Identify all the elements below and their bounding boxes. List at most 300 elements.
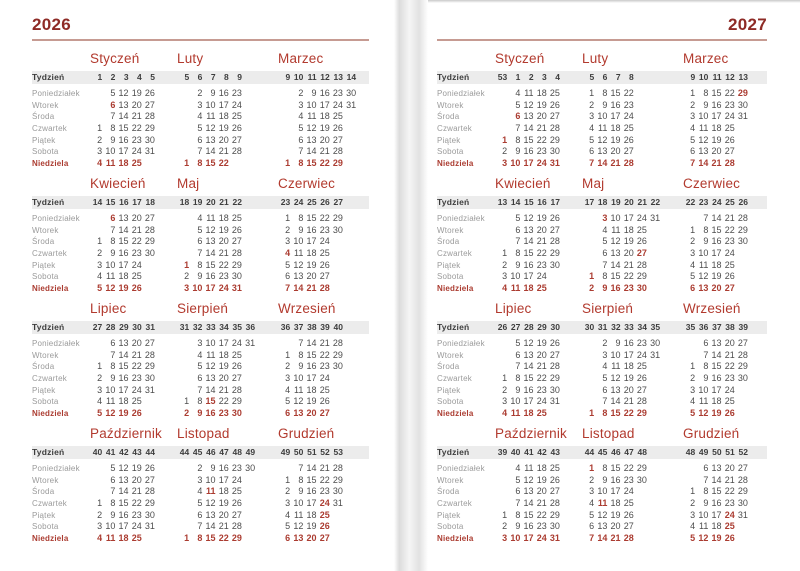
day-cell: 10 — [698, 509, 709, 520]
week-number-row — [177, 71, 243, 84]
day-cell: 13 — [293, 271, 304, 282]
day-cell: 13 — [523, 224, 534, 235]
day-cell: 23 — [536, 146, 547, 157]
day-cell: 6 — [110, 213, 116, 223]
month-title: Czerwiec — [278, 176, 336, 191]
week-number: 31 — [145, 322, 155, 332]
week-number: 14 — [510, 197, 521, 207]
week-number: 39 — [738, 322, 748, 332]
day-cell — [736, 408, 749, 420]
day-cell: 17 — [118, 384, 129, 395]
week-number: 28 — [524, 322, 534, 332]
month-row — [32, 425, 369, 550]
day-cell: 8 — [703, 486, 709, 497]
day-cell: 19 — [711, 533, 722, 544]
weekday-label: Środa — [437, 362, 460, 372]
week-number: 27 — [333, 197, 343, 207]
month-row — [32, 50, 369, 175]
day-cell: 10 — [293, 236, 304, 247]
week-number: 11 — [307, 72, 317, 82]
day-cell: 12 — [306, 123, 317, 134]
day-cell — [495, 123, 508, 135]
week-number: 24 — [293, 197, 304, 207]
day-cell: 1 — [690, 88, 696, 98]
day-cell: 5 — [197, 498, 203, 509]
day-cell: 27 — [636, 248, 647, 259]
day-cell — [331, 283, 344, 295]
month-block — [582, 425, 648, 545]
day-cell: 23 — [332, 88, 343, 98]
day-cell: 13 — [205, 373, 216, 384]
day-cell: 27 — [231, 236, 242, 247]
day-cell: 30 — [144, 248, 155, 259]
day-cell: 12 — [105, 408, 116, 419]
day-cell: 16 — [610, 283, 621, 294]
day-cell: 15 — [118, 361, 129, 372]
month-title: Październik — [90, 426, 162, 441]
day-cell: 6 — [515, 349, 521, 360]
day-cell — [177, 225, 190, 237]
day-cell — [90, 88, 103, 100]
day-cell — [143, 271, 156, 283]
day-cell — [495, 338, 508, 350]
day-cell: 14 — [306, 463, 317, 473]
month-block — [683, 175, 749, 295]
day-cell: 26 — [724, 134, 735, 145]
day-cell: 18 — [306, 384, 317, 395]
day-grid — [495, 338, 561, 420]
day-cell: 5 — [690, 533, 696, 544]
day-cell: 27 — [549, 349, 560, 360]
day-cell: 15 — [711, 361, 722, 372]
day-cell: 6 — [589, 146, 595, 157]
day-cell: 16 — [523, 259, 534, 270]
day-cell: 4 — [690, 123, 696, 134]
day-cell — [243, 373, 256, 385]
month-title: Lipiec — [495, 301, 532, 316]
week-number: 5 — [184, 72, 190, 82]
day-cell — [331, 408, 344, 420]
day-cell: 8 — [298, 158, 304, 169]
weekday-label: Piątek — [32, 260, 56, 270]
day-cell — [278, 88, 291, 100]
day-cell: 8 — [703, 361, 709, 372]
day-cell — [582, 236, 595, 248]
day-cell: 2 — [589, 474, 595, 485]
day-cell: 23 — [623, 474, 634, 485]
weekday-label-column — [32, 50, 90, 170]
day-cell: 19 — [536, 213, 547, 223]
day-cell: 21 — [218, 521, 229, 532]
day-cell: 19 — [218, 224, 229, 235]
day-cell — [344, 123, 357, 135]
day-cell: 30 — [549, 521, 560, 532]
day-cell: 17 — [218, 338, 229, 348]
day-cell: 29 — [737, 486, 748, 497]
day-cell: 6 — [110, 338, 116, 348]
day-cell: 20 — [218, 373, 229, 384]
day-cell: 2 — [589, 99, 595, 110]
day-cell: 9 — [298, 361, 304, 372]
day-cell: 1 — [502, 248, 508, 259]
day-cell: 20 — [306, 271, 317, 282]
day-cell: 27 — [231, 134, 242, 145]
day-cell: 22 — [319, 349, 330, 360]
day-cell: 25 — [724, 123, 735, 134]
month-title: Maj — [582, 176, 605, 191]
day-cell — [683, 350, 696, 362]
day-cell: 7 — [197, 384, 203, 395]
day-cell: 29 — [549, 248, 560, 259]
day-cell: 30 — [636, 283, 647, 294]
day-cell: 16 — [319, 88, 330, 98]
weekday-label: Niedziela — [437, 534, 474, 544]
day-cell: 6 — [285, 533, 291, 544]
day-cell: 10 — [698, 111, 709, 122]
day-cell: 11 — [510, 408, 521, 419]
day-cell: 26 — [623, 509, 634, 520]
day-cell: 13 — [118, 474, 129, 485]
day-cell: 7 — [110, 486, 116, 497]
weekday-label: Piątek — [437, 385, 461, 395]
day-cell: 31 — [549, 396, 560, 407]
day-cell: 16 — [711, 236, 722, 247]
day-cell: 28 — [231, 521, 242, 532]
day-cell: 28 — [737, 349, 748, 360]
day-cell: 8 — [197, 396, 203, 407]
week-number: 44 — [145, 447, 155, 457]
day-cell: 16 — [523, 146, 534, 157]
day-cell: 13 — [610, 248, 621, 259]
day-cell — [143, 283, 156, 295]
day-cell: 13 — [698, 146, 709, 157]
day-cell: 22 — [536, 373, 547, 384]
weekday-label-column — [32, 300, 90, 420]
week-number: 42 — [119, 447, 129, 457]
day-cell: 30 — [332, 361, 343, 372]
week-number-row — [582, 71, 635, 84]
week-number: 6 — [602, 72, 608, 82]
day-cell: 3 — [97, 259, 103, 270]
week-number: 1 — [515, 72, 521, 82]
day-cell: 3 — [285, 236, 291, 247]
week-number: 6 — [197, 72, 203, 82]
day-cell: 4 — [690, 396, 696, 407]
day-cell: 1 — [285, 349, 291, 360]
day-cell: 10 — [205, 338, 216, 348]
day-cell — [548, 271, 561, 283]
day-cell: 24 — [231, 99, 242, 110]
day-grid — [177, 463, 256, 545]
day-cell: 24 — [623, 111, 634, 122]
week-number: 33 — [206, 322, 216, 332]
week-number: 49 — [698, 447, 709, 457]
day-cell: 29 — [144, 123, 155, 134]
day-cell: 30 — [737, 373, 748, 384]
weekday-label: Wtorek — [437, 225, 464, 235]
day-cell — [582, 361, 595, 373]
week-number: 41 — [105, 447, 116, 457]
day-cell: 16 — [218, 88, 229, 98]
day-cell: 19 — [118, 283, 129, 294]
day-cell: 3 — [298, 99, 304, 110]
weekday-label: Poniedziałek — [437, 89, 485, 98]
day-cell — [548, 408, 561, 420]
day-cell: 17 — [610, 486, 621, 497]
week-number: 1 — [97, 72, 103, 82]
day-cell — [683, 338, 696, 350]
day-cell: 16 — [205, 271, 216, 282]
day-cell: 26 — [131, 408, 142, 419]
day-cell: 22 — [131, 123, 142, 134]
day-cell: 2 — [690, 99, 696, 110]
day-cell: 20 — [536, 224, 547, 235]
day-cell: 27 — [319, 533, 330, 544]
day-cell — [331, 271, 344, 283]
day-cell: 9 — [703, 498, 709, 509]
day-cell: 31 — [144, 521, 155, 532]
day-cell: 4 — [285, 509, 291, 520]
day-cell: 15 — [118, 498, 129, 509]
day-grid — [683, 88, 749, 170]
day-cell: 17 — [306, 236, 317, 247]
day-cell: 25 — [332, 111, 343, 122]
day-cell: 13 — [118, 99, 129, 110]
day-cell: 12 — [205, 224, 216, 235]
day-cell — [243, 361, 256, 373]
day-cell: 25 — [636, 361, 647, 372]
week-number: 30 — [132, 322, 142, 332]
day-cell — [143, 158, 156, 170]
day-grid — [278, 213, 344, 295]
day-cell: 25 — [536, 283, 547, 294]
day-cell: 24 — [724, 111, 735, 122]
day-cell — [177, 361, 190, 373]
day-cell: 26 — [319, 521, 330, 532]
day-cell: 21 — [610, 533, 621, 544]
week-number: 35 — [650, 322, 661, 332]
day-cell: 30 — [737, 99, 748, 110]
day-cell: 17 — [218, 99, 229, 110]
day-cell: 25 — [623, 123, 634, 134]
day-cell: 20 — [131, 474, 142, 485]
week-number-row — [90, 71, 156, 84]
week-number: 46 — [206, 447, 216, 457]
day-cell: 31 — [737, 509, 748, 520]
day-cell: 30 — [231, 408, 242, 419]
day-cell: 30 — [144, 373, 155, 384]
day-cell: 5 — [515, 213, 521, 223]
day-cell: 29 — [737, 361, 748, 372]
day-cell: 6 — [197, 236, 203, 247]
day-cell: 5 — [515, 474, 521, 485]
day-cell: 20 — [711, 146, 722, 157]
day-cell — [278, 111, 291, 123]
day-cell: 31 — [549, 533, 560, 544]
month-title: Maj — [177, 176, 200, 191]
day-cell: 17 — [306, 498, 317, 509]
day-cell: 23 — [131, 248, 142, 259]
day-cell: 26 — [231, 498, 242, 509]
day-cell: 25 — [724, 396, 735, 407]
day-cell: 7 — [589, 158, 595, 169]
day-cell: 16 — [711, 373, 722, 384]
weekday-label: Czwartek — [32, 374, 67, 384]
day-cell: 5 — [285, 259, 291, 270]
day-cell: 28 — [332, 338, 343, 348]
day-cell: 18 — [536, 463, 547, 473]
day-cell: 23 — [536, 384, 547, 395]
day-cell: 31 — [346, 99, 357, 110]
week-number-row — [683, 446, 749, 459]
month-block — [495, 175, 561, 295]
day-cell — [648, 396, 661, 408]
day-cell: 20 — [724, 338, 735, 348]
week-header-label: Tydzień — [437, 72, 470, 82]
day-cell: 4 — [285, 384, 291, 395]
day-cell: 12 — [597, 134, 608, 145]
day-cell: 7 — [197, 521, 203, 532]
day-cell — [635, 533, 648, 545]
day-cell: 3 — [502, 533, 508, 544]
day-cell: 30 — [549, 259, 560, 270]
day-cell: 7 — [602, 396, 608, 407]
day-cell — [635, 521, 648, 533]
day-cell: 10 — [105, 259, 116, 270]
day-cell: 13 — [523, 486, 534, 497]
page-2027 — [428, 0, 800, 571]
day-cell: 29 — [636, 408, 647, 419]
week-number: 13 — [738, 72, 748, 82]
day-cell: 1 — [97, 236, 103, 247]
day-cell: 10 — [510, 533, 521, 544]
day-cell — [243, 396, 256, 408]
day-cell: 29 — [737, 88, 748, 98]
day-cell: 22 — [218, 259, 229, 270]
month-block — [177, 50, 243, 170]
day-cell: 11 — [699, 521, 709, 532]
day-cell: 25 — [549, 88, 560, 98]
day-cell — [177, 338, 190, 350]
weekday-label: Czwartek — [32, 499, 67, 509]
day-cell: 26 — [231, 224, 242, 235]
day-cell: 20 — [623, 384, 634, 395]
day-cell: 18 — [711, 396, 722, 407]
day-cell: 21 — [218, 384, 229, 395]
day-cell: 11 — [206, 111, 216, 122]
day-grid — [278, 463, 344, 545]
day-cell: 14 — [118, 111, 129, 122]
month-title: Marzec — [278, 51, 324, 66]
weekday-label: Poniedziałek — [32, 339, 80, 348]
day-cell: 3 — [97, 146, 103, 157]
day-cell: 5 — [690, 271, 696, 282]
day-cell — [736, 396, 749, 408]
day-cell: 13 — [118, 338, 129, 348]
week-number: 24 — [712, 197, 722, 207]
label-spacer — [437, 425, 495, 446]
day-grid — [177, 88, 243, 170]
month-title: Styczeń — [495, 51, 545, 66]
day-cell — [278, 123, 291, 135]
day-cell — [243, 475, 256, 487]
day-cell: 2 — [502, 259, 508, 270]
day-cell — [582, 373, 595, 385]
week-number: 18 — [179, 197, 190, 207]
day-cell: 6 — [285, 271, 291, 282]
day-cell: 25 — [231, 111, 242, 122]
weekday-label: Niedziela — [437, 409, 474, 419]
day-cell: 23 — [319, 224, 330, 235]
weekday-label: Czwartek — [32, 249, 67, 259]
day-cell: 1 — [589, 408, 595, 419]
day-cell: 2 — [285, 486, 291, 497]
day-cell: 25 — [131, 158, 142, 169]
day-cell: 10 — [105, 521, 116, 532]
day-cell: 18 — [306, 248, 317, 259]
week-header-label: Tydzień — [32, 447, 65, 457]
day-cell: 17 — [523, 271, 534, 282]
day-cell — [495, 111, 508, 123]
day-cell: 18 — [711, 521, 722, 532]
day-cell: 27 — [231, 509, 242, 520]
day-cell: 4 — [589, 123, 595, 134]
day-cell: 26 — [319, 396, 330, 407]
day-cell: 27 — [724, 146, 735, 157]
week-number: 48 — [637, 447, 647, 457]
day-cell: 25 — [724, 259, 735, 270]
day-cell — [90, 463, 103, 475]
day-cell: 29 — [549, 509, 560, 520]
month-block — [90, 425, 162, 545]
day-cell: 3 — [602, 213, 608, 223]
weekday-label-column — [437, 300, 495, 420]
day-cell: 22 — [623, 408, 634, 419]
day-cell: 16 — [523, 521, 534, 532]
day-cell: 25 — [319, 509, 330, 520]
day-cell: 15 — [306, 158, 317, 169]
day-cell: 6 — [197, 509, 203, 520]
day-cell: 17 — [205, 283, 216, 294]
day-cell: 17 — [523, 396, 534, 407]
week-number: 18 — [597, 197, 608, 207]
day-cell: 15 — [610, 88, 621, 98]
day-cell: 5 — [690, 134, 696, 145]
day-cell: 15 — [711, 88, 722, 98]
day-cell: 20 — [536, 349, 547, 360]
week-number: 49 — [280, 447, 291, 457]
day-cell: 5 — [589, 509, 595, 520]
week-number: 17 — [132, 197, 142, 207]
day-cell: 30 — [332, 486, 343, 497]
day-cell: 14 — [523, 498, 534, 509]
day-cell: 7 — [703, 213, 709, 223]
day-cell: 4 — [197, 213, 203, 223]
week-number: 44 — [179, 447, 190, 457]
day-cell: 20 — [131, 338, 142, 348]
day-cell — [635, 510, 648, 522]
day-cell: 18 — [218, 213, 229, 223]
day-cell: 11 — [294, 384, 304, 395]
week-number: 53 — [333, 447, 343, 457]
weekday-label: Czwartek — [437, 499, 472, 509]
day-cell: 26 — [724, 533, 735, 544]
day-cell: 21 — [306, 283, 317, 294]
month-block — [278, 175, 344, 295]
day-cell: 6 — [515, 224, 521, 235]
day-cell — [331, 236, 344, 248]
day-cell: 4 — [97, 533, 103, 544]
